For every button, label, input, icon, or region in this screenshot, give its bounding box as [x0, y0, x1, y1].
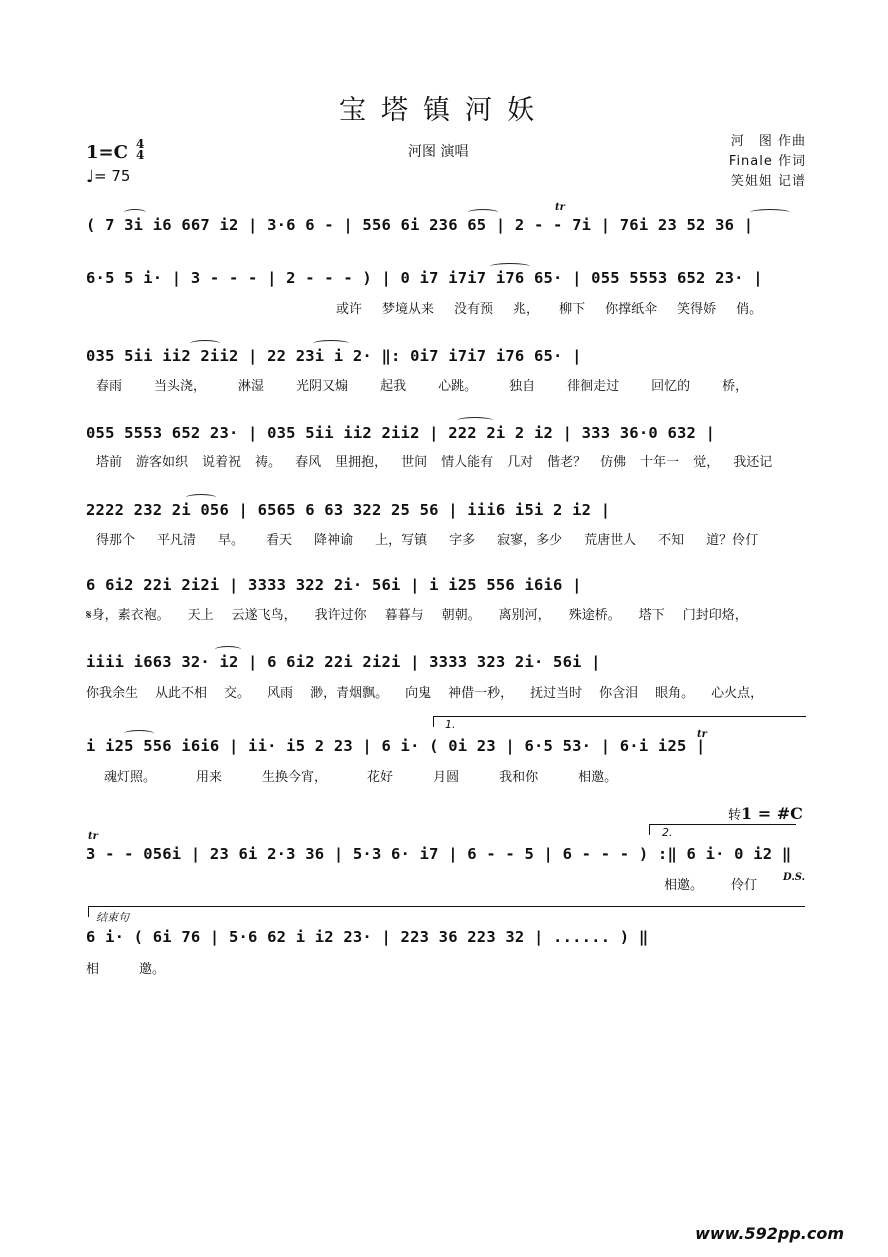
score-row-6: 6 6i2 22i 2i2i | 3333 322 2i· 56i | i i25 556 i6i6 | — [86, 576, 582, 594]
lyric-word: 春雨 — [96, 379, 123, 394]
lyric-word: 花好 — [367, 770, 394, 785]
lyric-word: 上，写镇 — [375, 533, 428, 548]
lyric-word: 平凡清 — [157, 533, 197, 548]
lyric-word: 我许过你 — [314, 608, 367, 623]
lyric-word: 向鬼 — [405, 686, 432, 701]
lyric-row-6 — [86, 604, 810, 623]
singer-credit: 河图 演唱 — [408, 144, 469, 160]
lyric-word: 情人能有 — [441, 455, 494, 470]
credits-block — [680, 132, 806, 192]
lyric-row-3 — [86, 375, 810, 394]
lyric-word: 暮暮与 — [384, 608, 424, 623]
lyric-word: 天上 — [187, 608, 214, 623]
lyric-word: 𝄋身，素衣袍。 — [86, 608, 170, 623]
lyric-word: 渺，青烟飘。 — [310, 686, 389, 701]
lyric-word: 淋湿 — [238, 379, 265, 394]
lyric-word: 觉， — [693, 455, 720, 470]
lyric-word: 离别河， — [498, 608, 551, 623]
slur-mark — [468, 209, 498, 216]
lyric-word: 或许 — [336, 302, 363, 317]
lyric-word: 说着祝 — [202, 455, 242, 470]
coda-label: 结束句 — [96, 911, 129, 924]
lyric-row-9 — [86, 874, 810, 893]
lyric-word: 交。 — [224, 686, 251, 701]
lyric-word: 里拥抱， — [335, 455, 388, 470]
slur-mark — [490, 263, 530, 270]
lyric-word: 桥， — [722, 379, 749, 394]
score-row-3: 035 5ii ii2 2ii2 | 22 23i i 2· ‖: 0i7 i7i7 i76 65· | — [86, 347, 582, 365]
lyric-word: 用来 — [196, 770, 223, 785]
lyric-word: 风雨 — [267, 686, 294, 701]
watermark: www.592pp.com — [695, 1224, 844, 1243]
volta-bracket-1 — [433, 716, 806, 727]
lyric-word: 回忆的 — [651, 379, 691, 394]
tempo-marking — [86, 167, 130, 185]
lyric-word: 荒唐世人 — [584, 533, 637, 548]
lyric-word: 没有预 — [454, 302, 494, 317]
volta-label-2: 2. — [662, 826, 673, 839]
lyric-word: 你撑纸伞 — [605, 302, 658, 317]
modulation-mark — [728, 804, 803, 823]
lyric-word: 世间 — [401, 455, 428, 470]
lyric-word: 伶仃 — [731, 878, 758, 893]
lyric-word: 不知 — [658, 533, 685, 548]
score-row-4: 055 5553 652 23· | 035 5ii ii2 2ii2 | 222 2i 2 i2 | 333 36·0 632 | — [86, 424, 716, 442]
key-signature: 1=C — [86, 142, 128, 163]
lyric-word: 仿佛 — [600, 455, 627, 470]
lyric-word: 神借一秒， — [448, 686, 514, 701]
modulation-key: 1 = #C — [741, 804, 803, 823]
score-row-9: 3 - - 056i | 23 6i 2·3 36 | 5·3 6· i7 | 6 - - 5 | 6 - - - ) :‖ 6 i· 0 i2 ‖ — [86, 845, 792, 863]
lyric-word: 徘徊走过 — [567, 379, 620, 394]
transcriber-credit: 笑姐姐 记谱 — [730, 174, 806, 189]
composer-credit: 河 图 作曲 — [730, 134, 806, 149]
lyric-word: 朝朝。 — [441, 608, 481, 623]
trill-mark: tr — [697, 729, 707, 740]
lyric-word: 从此不相 — [155, 686, 208, 701]
lyric-word: 兆， — [513, 302, 540, 317]
lyricist-credit: Finale 作词 — [728, 154, 806, 169]
lyric-row-8 — [86, 766, 810, 785]
score-row-10: 6 i· ( 6i 76 | 5·6 62 i i2 23· | 223 36 223 32 | ...... ) ‖ — [86, 928, 649, 946]
lyric-word: 十年一 — [640, 455, 680, 470]
lyric-word: 看天 — [266, 533, 293, 548]
lyric-row-7 — [86, 682, 810, 701]
lyric-word: 你我余生 — [86, 686, 139, 701]
lyric-word: 殊途桥。 — [568, 608, 621, 623]
lyric-word: 门封印烙， — [682, 608, 748, 623]
lyric-word: 光阴又煽 — [296, 379, 349, 394]
lyric-word: 我和你 — [499, 770, 539, 785]
lyric-word: 你含泪 — [599, 686, 639, 701]
lyric-word: 独自 — [509, 379, 536, 394]
volta-label-1: 1. — [445, 718, 456, 731]
lyric-word: 相邀。 — [664, 878, 704, 893]
score-row-8: i i25 556 i6i6 | ii· i5 2 23 | 6 i· ( 0i 23 | 6·5 53· | 6·i i25 | — [86, 737, 706, 755]
ds-mark: D.S. — [783, 872, 806, 883]
score-row-1: ( 7 3i i6 667 i2 | 3·6 6 - | 556 6i 236 65 | 2 - - 7i | 76i 23 52 36 | — [86, 216, 754, 234]
lyric-row-4 — [86, 451, 810, 470]
lyric-word: 生换今宵， — [262, 770, 328, 785]
lyric-word: 几对 — [507, 455, 534, 470]
lyric-word: 俏。 — [736, 302, 763, 317]
lyric-word: 字多 — [449, 533, 476, 548]
time-signature — [136, 139, 144, 161]
lyric-word: 云遂飞鸟， — [231, 608, 297, 623]
coda-bracket — [88, 906, 805, 917]
lyric-word: 抚过当时 — [530, 686, 583, 701]
lyric-word: 邀。 — [139, 962, 166, 977]
lyric-word: 梦境从来 — [382, 302, 435, 317]
time-signature-denominator: 4 — [136, 148, 145, 162]
trill-mark: tr — [555, 202, 565, 213]
score-row-5: 2222 232 2i 056 | 6565 6 63 322 25 56 | iii6 i5i 2 i2 | — [86, 501, 611, 519]
slur-mark — [457, 417, 493, 424]
lyric-word: 柳下 — [559, 302, 586, 317]
lyric-word: 心火点， — [711, 686, 764, 701]
page-title: 宝塔镇河妖 — [339, 95, 549, 126]
slur-mark — [124, 209, 146, 216]
slur-mark — [215, 646, 241, 653]
lyric-word: 降神谕 — [314, 533, 354, 548]
slur-mark — [124, 730, 154, 737]
lyric-word: 祷。 — [255, 455, 282, 470]
lyric-row-5 — [86, 529, 810, 548]
slur-mark — [750, 209, 790, 216]
lyric-word: 当头浇， — [154, 379, 207, 394]
lyric-word: 偕老？ — [547, 455, 587, 470]
lyric-word: 我还记 — [733, 455, 773, 470]
lyric-word: 春风 — [295, 455, 322, 470]
lyric-word: 相邀。 — [578, 770, 618, 785]
slur-mark — [190, 340, 220, 347]
lyric-word: 早。 — [218, 533, 245, 548]
slur-mark — [313, 340, 349, 347]
lyric-word: 塔前 — [96, 455, 123, 470]
lyric-word: 月圆 — [433, 770, 460, 785]
lyric-word: 起我 — [380, 379, 407, 394]
quarter-note-icon: ♩ — [86, 167, 95, 187]
lyric-word: 魂灯照。 — [104, 770, 157, 785]
lyric-row-2 — [86, 298, 810, 317]
modulation-prefix: 转 — [728, 808, 742, 823]
lyric-word: 寂寥，多少 — [497, 533, 563, 548]
lyric-word: 心跳。 — [438, 379, 478, 394]
lyric-word: 相 — [86, 962, 100, 977]
slur-mark — [186, 494, 216, 501]
lyric-word: 得那个 — [96, 533, 136, 548]
lyric-word: 塔下 — [638, 608, 665, 623]
time-signature-numerator: 4 — [136, 137, 145, 151]
score-row-2: 6·5 5 i· | 3 - - - | 2 - - - ) | 0 i7 i7i7 i76 65· | 055 5553 652 23· | — [86, 269, 763, 287]
lyric-row-10 — [86, 958, 810, 977]
lyric-word: 眼角。 — [655, 686, 695, 701]
lyric-word: 道？伶仃 — [706, 533, 759, 548]
tempo-value: = 75 — [94, 167, 131, 185]
score-row-7: iiii i663 32· i2 | 6 6i2 22i 2i2i | 3333 323 2i· 56i | — [86, 653, 601, 671]
lyric-word: 笑得娇 — [677, 302, 717, 317]
lyric-word: 游客如织 — [136, 455, 189, 470]
trill-mark: tr — [88, 831, 98, 842]
